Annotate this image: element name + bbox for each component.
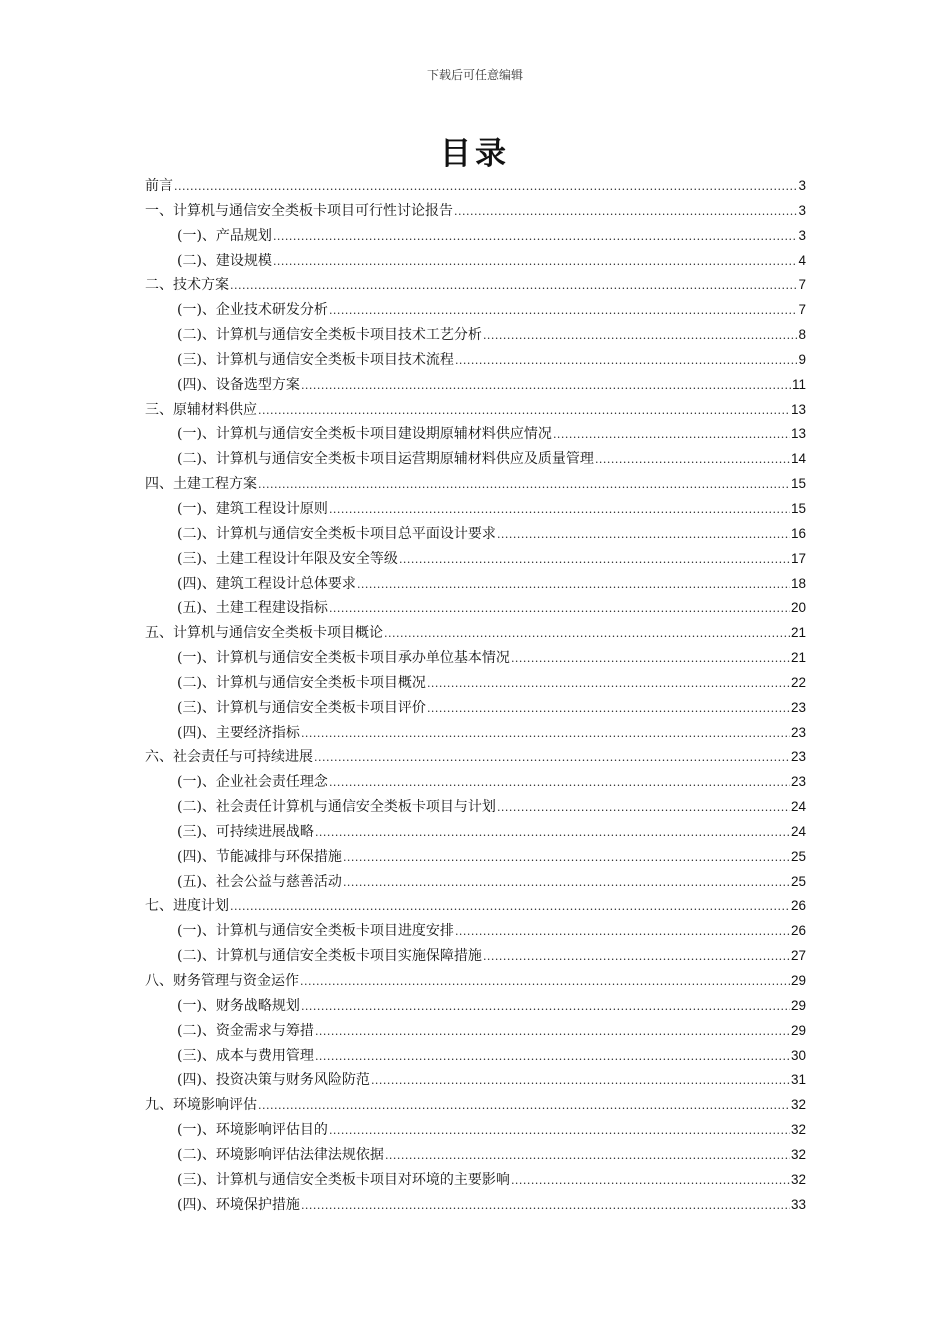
toc-leader-dots xyxy=(553,423,790,448)
toc-subentry[interactable] xyxy=(145,224,806,249)
toc-entry-label: (二)、计算机与通信安全类板卡项目总平面设计要求 xyxy=(177,525,496,542)
toc-entry[interactable] xyxy=(145,1093,806,1118)
toc-page-number: 20 xyxy=(790,600,806,616)
toc-entry-label: 三、原辅材料供应 xyxy=(145,401,257,418)
toc-subentry[interactable] xyxy=(145,1168,806,1193)
toc-subentry[interactable] xyxy=(145,1143,806,1168)
toc-leader-dots xyxy=(371,1069,790,1094)
toc-subentry[interactable] xyxy=(145,671,806,696)
toc-entry-label: (二)、社会责任计算机与通信安全类板卡项目与计划 xyxy=(177,799,496,816)
page-title: 目录 xyxy=(440,136,510,172)
toc-entry-label: 前言 xyxy=(145,178,173,194)
toc-subentry[interactable] xyxy=(145,944,806,969)
toc-page-number: 3 xyxy=(798,202,806,218)
toc-subentry[interactable] xyxy=(145,646,806,671)
toc-page-number: 23 xyxy=(790,699,806,715)
toc-page-number: 29 xyxy=(790,973,806,988)
toc-entry-label: (四)、节能减排与环保措施 xyxy=(177,848,342,865)
toc-entry-label: 二、技术方案 xyxy=(145,277,229,294)
toc-leader-dots xyxy=(497,796,790,821)
toc-leader-dots xyxy=(454,200,797,225)
toc-page-number: 30 xyxy=(790,1047,806,1063)
toc-entry-label: (四)、设备选型方案 xyxy=(177,376,300,393)
toc-entry[interactable] xyxy=(145,174,806,199)
toc-page-number: 26 xyxy=(790,898,806,914)
toc-subentry[interactable] xyxy=(145,497,806,522)
toc-entry-label: (四)、主要经济指标 xyxy=(177,724,300,741)
toc-leader-dots xyxy=(427,697,790,722)
toc-page-number: 21 xyxy=(790,625,806,641)
toc-subentry[interactable] xyxy=(145,422,806,447)
toc-subentry[interactable] xyxy=(145,994,806,1019)
toc-page-number: 22 xyxy=(790,674,806,690)
toc-entry-label: (五)、社会公益与慈善活动 xyxy=(177,873,342,890)
toc-entry-label: (三)、可持续进展战略 xyxy=(177,823,314,840)
toc-leader-dots xyxy=(300,970,790,995)
toc-entry-label: (二)、计算机与通信安全类板卡项目运营期原辅材料供应及质量管理 xyxy=(177,451,594,468)
toc-page-number: 13 xyxy=(790,401,806,417)
toc-entry-label: 一、计算机与通信安全类板卡项目可行性讨论报告 xyxy=(145,202,453,219)
toc-page-number: 25 xyxy=(790,873,806,889)
toc-leader-dots xyxy=(301,995,790,1020)
toc-subentry[interactable] xyxy=(145,1019,806,1044)
toc-entry-label: (一)、财务战略规划 xyxy=(177,997,300,1014)
toc-entry-label: (一)、企业技术研发分析 xyxy=(177,302,328,319)
toc-leader-dots xyxy=(273,250,798,275)
toc-page-number: 29 xyxy=(790,997,806,1013)
toc-subentry[interactable] xyxy=(145,795,806,820)
toc-subentry[interactable] xyxy=(145,522,806,547)
toc-leader-dots xyxy=(455,349,798,374)
toc-leader-dots xyxy=(329,771,790,796)
toc-entry-label: (一)、建筑工程设计原则 xyxy=(177,500,328,517)
toc-subentry[interactable] xyxy=(145,721,806,746)
toc-page-number: 32 xyxy=(790,1122,806,1138)
toc-leader-dots xyxy=(427,672,790,697)
toc-leader-dots xyxy=(329,498,790,523)
toc-page-number: 7 xyxy=(798,277,806,293)
toc-page-number: 29 xyxy=(790,1022,806,1038)
toc-subentry[interactable] xyxy=(145,323,806,348)
toc-subentry[interactable] xyxy=(145,348,806,373)
toc-subentry[interactable] xyxy=(145,919,806,944)
toc-page-number: 9 xyxy=(798,351,806,367)
toc-entry-label: (四)、投资决策与财务风险防范 xyxy=(177,1072,370,1089)
toc-page-number: 21 xyxy=(790,650,806,666)
toc-subentry[interactable] xyxy=(145,696,806,721)
toc-page-number: 24 xyxy=(790,823,806,839)
toc-leader-dots xyxy=(329,597,790,622)
toc-subentry[interactable] xyxy=(145,1044,806,1069)
toc-entry-label: 七、进度计划 xyxy=(145,898,229,915)
toc-subentry[interactable] xyxy=(145,249,806,274)
toc-page-number: 13 xyxy=(790,426,806,442)
toc-entry-label: (三)、计算机与通信安全类板卡项目技术流程 xyxy=(177,351,454,368)
toc-entry-label: (二)、建设规模 xyxy=(177,252,272,269)
toc-leader-dots xyxy=(174,175,797,200)
toc-subentry[interactable] xyxy=(145,1118,806,1143)
toc-leader-dots xyxy=(315,1020,790,1045)
toc-page-number: 3 xyxy=(798,227,806,243)
toc-subentry[interactable] xyxy=(145,547,806,572)
toc-page-number: 7 xyxy=(798,302,806,318)
toc-subentry[interactable] xyxy=(145,596,806,621)
toc-page-number: 24 xyxy=(790,799,806,815)
toc-page-number: 26 xyxy=(790,923,806,939)
toc-entry[interactable] xyxy=(145,472,806,497)
toc-entry-label: (一)、环境影响评估目的 xyxy=(177,1122,328,1139)
toc-entry[interactable] xyxy=(145,199,806,224)
toc-leader-dots xyxy=(230,274,797,299)
toc-leader-dots xyxy=(483,324,798,349)
toc-entry[interactable] xyxy=(145,894,806,919)
toc-entry-label: 四、土建工程方案 xyxy=(145,476,257,493)
toc-page-number: 31 xyxy=(790,1072,806,1088)
toc-entry[interactable] xyxy=(145,745,806,770)
toc-leader-dots xyxy=(273,225,798,250)
toc-leader-dots xyxy=(399,548,790,573)
toc-page-number: 8 xyxy=(798,327,806,343)
toc-entry-label: (二)、计算机与通信安全类板卡项目实施保障措施 xyxy=(177,948,482,965)
toc-entry[interactable] xyxy=(145,273,806,298)
toc-subentry[interactable] xyxy=(145,770,806,795)
toc-page-number: 25 xyxy=(790,848,806,864)
toc-entry-label: 五、计算机与通信安全类板卡项目概论 xyxy=(145,625,383,642)
toc-leader-dots xyxy=(315,821,790,846)
toc-entry-label: (一)、企业社会责任理念 xyxy=(177,774,328,791)
toc-page-number: 4 xyxy=(798,252,806,268)
toc-leader-dots xyxy=(301,374,791,399)
toc-entry-label: (三)、计算机与通信安全类板卡项目对环境的主要影响 xyxy=(177,1171,510,1188)
toc-leader-dots xyxy=(258,399,790,424)
toc-entry-label: (三)、成本与费用管理 xyxy=(177,1047,314,1064)
toc-page-number: 16 xyxy=(790,525,806,541)
toc-page-number: 23 xyxy=(790,724,806,740)
toc-leader-dots xyxy=(258,1094,790,1119)
toc-page-number: 15 xyxy=(790,476,806,492)
toc-leader-dots xyxy=(497,523,790,548)
toc-entry-label: (五)、土建工程建设指标 xyxy=(177,600,328,617)
toc-leader-dots xyxy=(384,622,790,647)
toc-entry-label: (三)、计算机与通信安全类板卡项目评价 xyxy=(177,699,426,716)
toc-entry-label: (一)、计算机与通信安全类板卡项目建设期原辅材料供应情况 xyxy=(177,426,552,443)
toc-leader-dots xyxy=(385,1144,790,1169)
toc-entry[interactable] xyxy=(145,969,806,994)
toc-entry-label: 八、财务管理与资金运作 xyxy=(145,973,299,989)
toc-entry-label: (三)、土建工程设计年限及安全等级 xyxy=(177,550,398,567)
toc-page-number: 27 xyxy=(790,948,806,964)
toc-subentry[interactable] xyxy=(145,572,806,597)
toc-entry[interactable] xyxy=(145,621,806,646)
toc-entry-label: (二)、资金需求与筹措 xyxy=(177,1022,314,1039)
toc-entry[interactable] xyxy=(145,398,806,423)
toc-leader-dots xyxy=(595,448,790,473)
toc-leader-dots xyxy=(455,920,790,945)
toc-subentry[interactable] xyxy=(145,870,806,895)
toc-page-number: 32 xyxy=(790,1097,806,1113)
toc-leader-dots xyxy=(343,846,790,871)
toc-entry-label: (一)、计算机与通信安全类板卡项目承办单位基本情况 xyxy=(177,650,510,667)
page-header: 下载后可任意编辑 xyxy=(426,68,523,82)
toc-leader-dots xyxy=(511,1169,790,1194)
toc-page-number: 18 xyxy=(790,575,806,591)
toc-subentry[interactable] xyxy=(145,298,806,323)
toc-page-number: 23 xyxy=(790,774,806,790)
toc-page-number: 17 xyxy=(790,550,806,566)
toc-leader-dots xyxy=(258,473,790,498)
toc-leader-dots xyxy=(315,1045,790,1070)
toc-subentry[interactable] xyxy=(145,1068,806,1093)
toc-entry-label: (二)、环境影响评估法律法规依据 xyxy=(177,1146,384,1163)
toc-subentry[interactable] xyxy=(145,447,806,472)
toc-entry-label: (四)、建筑工程设计总体要求 xyxy=(177,575,356,592)
toc-page-number: 32 xyxy=(790,1171,806,1187)
toc-leader-dots xyxy=(314,746,790,771)
toc-entry-label: (二)、计算机与通信安全类板卡项目技术工艺分析 xyxy=(177,327,482,344)
toc-leader-dots xyxy=(343,871,790,896)
toc-entry-label: 九、环境影响评估 xyxy=(145,1097,257,1114)
table-of-contents xyxy=(145,174,806,1217)
toc-page-number: 14 xyxy=(790,451,806,467)
toc-page-number: 11 xyxy=(791,376,806,392)
toc-entry-label: (二)、计算机与通信安全类板卡项目概况 xyxy=(177,674,426,691)
toc-leader-dots xyxy=(329,299,798,324)
toc-entry-label: (一)、产品规划 xyxy=(177,227,272,244)
toc-subentry[interactable] xyxy=(145,1193,806,1218)
toc-page-number: 23 xyxy=(790,749,806,765)
toc-subentry[interactable] xyxy=(145,845,806,870)
toc-leader-dots xyxy=(329,1119,790,1144)
toc-subentry[interactable] xyxy=(145,820,806,845)
toc-leader-dots xyxy=(301,1194,790,1219)
toc-leader-dots xyxy=(357,573,790,598)
toc-leader-dots xyxy=(483,945,790,970)
toc-entry-label: (四)、环境保护措施 xyxy=(177,1196,300,1213)
toc-entry-label: 六、社会责任与可持续进展 xyxy=(145,749,313,766)
toc-page-number: 32 xyxy=(790,1146,806,1162)
toc-leader-dots xyxy=(511,647,790,672)
toc-page-number: 33 xyxy=(790,1196,806,1212)
toc-subentry[interactable] xyxy=(145,373,806,398)
toc-entry-label: (一)、计算机与通信安全类板卡项目进度安排 xyxy=(177,923,454,940)
toc-page-number: 15 xyxy=(790,500,806,516)
toc-leader-dots xyxy=(301,722,790,747)
toc-page-number: 3 xyxy=(798,178,806,193)
toc-leader-dots xyxy=(230,895,790,920)
